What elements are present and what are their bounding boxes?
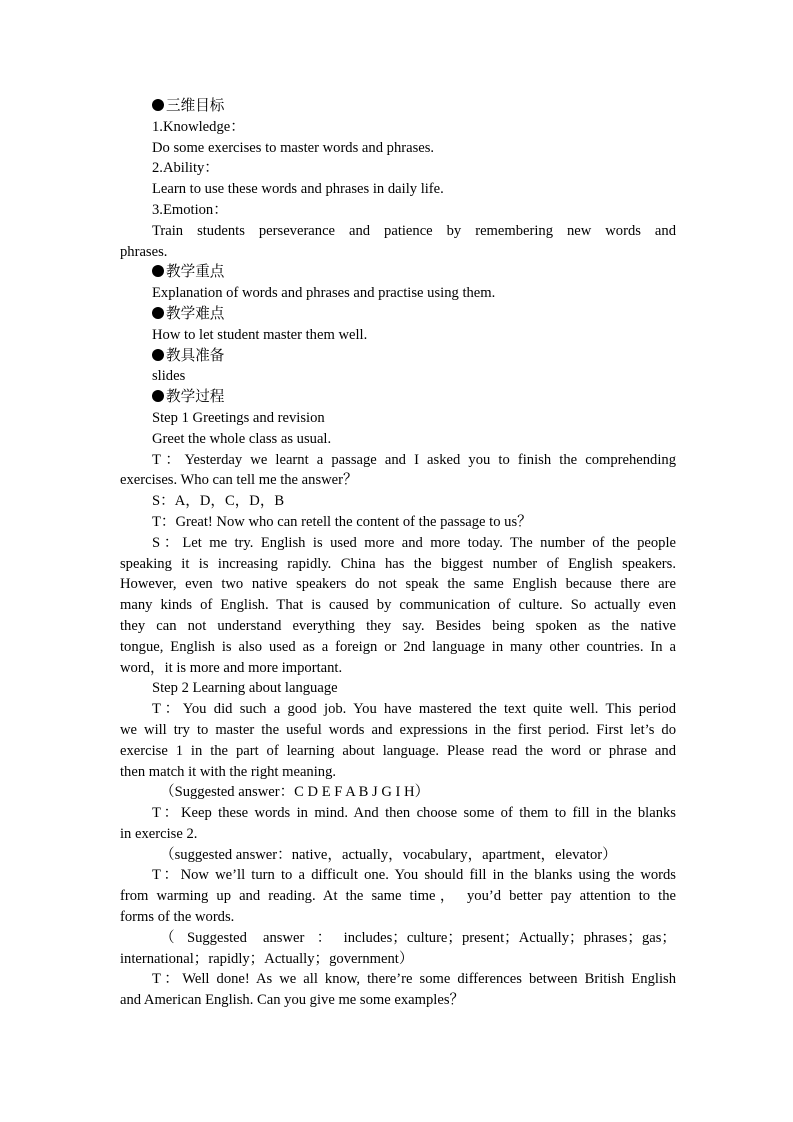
student-line: word，it is more and more important. bbox=[120, 659, 343, 676]
step2-title: Step 2 Learning about language bbox=[152, 680, 338, 697]
bullet-icon bbox=[152, 99, 164, 111]
bullet-icon bbox=[152, 307, 164, 319]
student-line: S：Let me try. English is used more and more today. The number of the people bbox=[152, 534, 676, 551]
suggested-answer: （Suggested answer：C D E F A B J G I H） bbox=[160, 784, 430, 801]
key-points-heading bbox=[120, 262, 676, 283]
emotion-text-line-2: phrases. bbox=[120, 243, 168, 260]
teacher-line: then match it with the right meaning. bbox=[120, 763, 337, 780]
tools-heading-text: 教具准备 bbox=[166, 346, 225, 364]
ability-text: Learn to use these words and phrases in daily life. bbox=[152, 181, 444, 198]
ability-label: 2.Ability： bbox=[152, 160, 219, 177]
teacher-line: and American English. Can you give me some examples？ bbox=[120, 992, 465, 1009]
knowledge-label: 1.Knowledge： bbox=[152, 118, 245, 135]
objectives-heading-text: 三维目标 bbox=[166, 97, 225, 114]
tools-text: slides bbox=[152, 368, 186, 385]
key-points-text: Explanation of words and phrases and practise using them. bbox=[152, 285, 496, 302]
bullet-icon bbox=[152, 349, 164, 361]
student-line: speaking it is increasing rapidly. China has the biggest number of English speakers. bbox=[120, 555, 676, 572]
bullet-icon bbox=[152, 390, 164, 402]
teacher-line: T：Keep these words in mind. And then choose some of them to fill in the blanks bbox=[152, 805, 676, 822]
process-heading bbox=[120, 387, 676, 408]
student-line: many kinds of English. That is caused by communication of culture. So actually even bbox=[120, 597, 676, 614]
teacher-line: T：You did such a good job. You have mastered the text quite well. This period bbox=[152, 701, 676, 718]
difficulties-heading-text: 教学难点 bbox=[166, 304, 225, 322]
teacher-line: T：Now we’ll turn to a difficult one. You should fill in the blanks using the words bbox=[152, 867, 676, 884]
step1-title: Step 1 Greetings and revision bbox=[152, 409, 325, 426]
step1-greet: Greet the whole class as usual. bbox=[152, 430, 332, 447]
key-points-heading-text: 教学重点 bbox=[166, 263, 225, 281]
student-line: However, even two native speakers do not speak the same English because there are bbox=[120, 576, 676, 593]
student-line: tongue, English is also used as a foreign or 2nd language in many other countries. In a bbox=[120, 638, 676, 655]
process-heading-text: 教学过程 bbox=[166, 388, 225, 406]
student-line: they can not understand everything they say. Besides being spoken as the native bbox=[120, 617, 676, 634]
teacher-line: exercises. Who can tell me the answer？ bbox=[120, 472, 358, 489]
teacher-line: we will try to master the useful words and expressions in the first period. First let’s do bbox=[120, 721, 676, 738]
emotion-text-line-1: Train students perseverance and patience by remembering new words and bbox=[152, 222, 676, 239]
teacher-line: from warming up and reading. At the same time， you’d better pay attention to the bbox=[120, 888, 676, 905]
lesson-plan-content bbox=[120, 96, 676, 1011]
student-line: S：A，D，C，D，B bbox=[152, 493, 285, 510]
difficulties-heading bbox=[120, 304, 676, 325]
teacher-line: forms of the words. bbox=[120, 909, 235, 926]
suggested-answer: （suggested answer：native，actually，vocabulary，apartment，elevator） bbox=[160, 846, 617, 863]
objectives-heading bbox=[120, 96, 676, 117]
teacher-line: exercise 1 in the part of learning about language. Please read the word or phrase and bbox=[120, 742, 676, 759]
bullet-icon bbox=[152, 265, 164, 277]
suggested-answer: （Suggested answer：includes；culture；present；Actually；phrases；gas； bbox=[160, 929, 676, 946]
difficulties-text: How to let student master them well. bbox=[152, 326, 368, 343]
emotion-label: 3.Emotion： bbox=[152, 201, 228, 218]
knowledge-text: Do some exercises to master words and phrases. bbox=[152, 139, 435, 156]
teacher-line: in exercise 2. bbox=[120, 825, 198, 842]
suggested-answer: international；rapidly；Actually；government） bbox=[120, 950, 414, 967]
tools-heading bbox=[120, 346, 676, 367]
teacher-line: T：Yesterday we learnt a passage and I asked you to finish the comprehending bbox=[152, 451, 676, 468]
teacher-line: T：Well done! As we all know, there’re some differences between British English bbox=[152, 971, 676, 988]
teacher-line: T：Great! Now who can retell the content of the passage to us？ bbox=[152, 513, 532, 530]
